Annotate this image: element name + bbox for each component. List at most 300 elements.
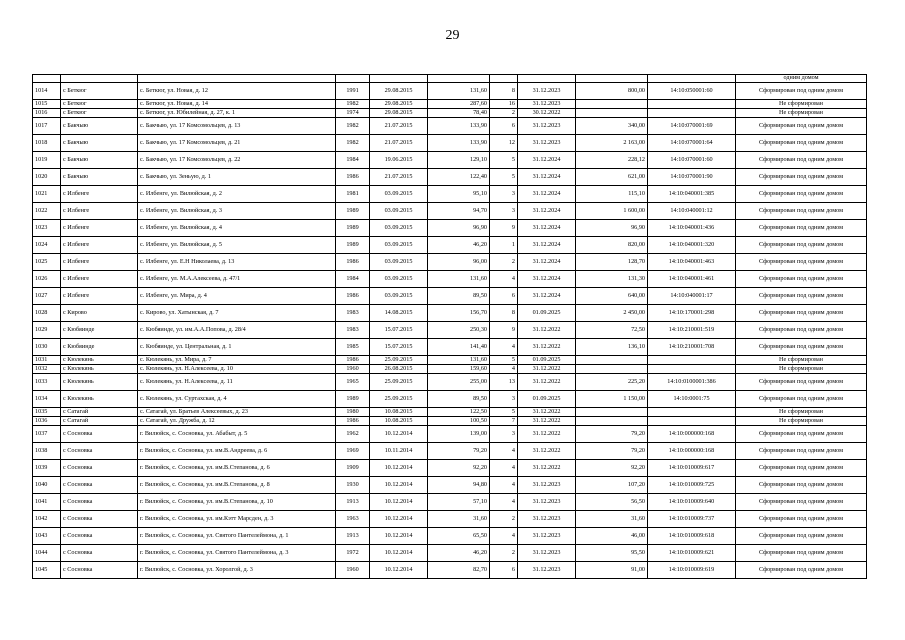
units-cell: 8 (490, 305, 518, 322)
date-cell: 10.12.2014 (370, 545, 428, 562)
table-row (33, 391, 867, 408)
status-cell: Сформирован под одним домом (736, 528, 867, 545)
cost-cell: 820,00 (576, 237, 648, 254)
units-cell: 8 (490, 83, 518, 100)
status-cell: Не сформирован (736, 408, 867, 417)
cadastral-cell: 14:10:070001:90 (648, 169, 736, 186)
table-row (33, 374, 867, 391)
date-cell: 25.09.2015 (370, 374, 428, 391)
units-cell: 3 (490, 391, 518, 408)
address-cell: г. Вилюйск, с. Сосновка, ул. им.В.Степанова, д. 10 (138, 494, 336, 511)
date-cell: 21.07.2015 (370, 118, 428, 135)
cadastral-cell: 14:10:210001:519 (648, 322, 736, 339)
status-cell: Сформирован под одним домом (736, 562, 867, 579)
area-cell: 92,20 (428, 460, 490, 477)
cadastral-cell: 14:10:040001:17 (648, 288, 736, 305)
cadastral-cell (648, 100, 736, 109)
address-cell: с. Илбенге, ул. М.А.Алексеева, д. 47/1 (138, 271, 336, 288)
row-number: 1045 (33, 562, 61, 579)
area-cell: 96,00 (428, 254, 490, 271)
address-cell: г. Вилюйск, с. Сосновка, ул. Хоролгой, д. 3 (138, 562, 336, 579)
cost-cell (576, 417, 648, 426)
settlement-cell: с Сосновка (61, 443, 138, 460)
deadline-cell: 31.12.2024 (518, 186, 576, 203)
cost-cell: 640,00 (576, 288, 648, 305)
cadastral-cell: 14:10:040001:320 (648, 237, 736, 254)
row-number: 1024 (33, 237, 61, 254)
status-cell: Сформирован под одним домом (736, 288, 867, 305)
units-cell: 6 (490, 118, 518, 135)
cadastral-cell: 14:10:040001:385 (648, 186, 736, 203)
deadline-cell: 31.12.2024 (518, 152, 576, 169)
year-cell: 1969 (336, 443, 370, 460)
units-cell: 3 (490, 186, 518, 203)
units-cell: 4 (490, 477, 518, 494)
address-cell: с. Бакчыю, ул. 17 Комсомольцев, д. 22 (138, 152, 336, 169)
table-row (33, 83, 867, 100)
cost-cell (576, 356, 648, 365)
address-cell: с. Кирово, ул. Хатынская, д. 7 (138, 305, 336, 322)
settlement-cell: с Сатагай (61, 408, 138, 417)
area-cell: 46,20 (428, 237, 490, 254)
year-cell: 1984 (336, 271, 370, 288)
cost-cell: 115,10 (576, 186, 648, 203)
area-cell: 57,10 (428, 494, 490, 511)
settlement-cell: с Илбенге (61, 237, 138, 254)
housing-register-table (32, 74, 867, 579)
cost-cell: 91,00 (576, 562, 648, 579)
table-row (33, 494, 867, 511)
date-cell: 10.12.2014 (370, 511, 428, 528)
row-number: 1032 (33, 365, 61, 374)
area-cell: 250,30 (428, 322, 490, 339)
row-number: 1036 (33, 417, 61, 426)
area-cell: 159,60 (428, 365, 490, 374)
settlement-cell: с Илбенге (61, 254, 138, 271)
status-cell: Сформирован под одним домом (736, 322, 867, 339)
row-number: 1042 (33, 511, 61, 528)
address-cell: г. Вилюйск, с. Сосновка, ул. Святого Пантелеймона, д. 3 (138, 545, 336, 562)
settlement-cell: с Бакчыю (61, 152, 138, 169)
year-cell: 1982 (336, 100, 370, 109)
settlement-cell: с Илбенге (61, 288, 138, 305)
row-number: 1029 (33, 322, 61, 339)
row-number: 1017 (33, 118, 61, 135)
units-cell: 2 (490, 254, 518, 271)
address-cell: с. Илбенге, ул. Е.Н Николаева, д. 13 (138, 254, 336, 271)
deadline-cell: 31.12.2022 (518, 322, 576, 339)
row-number: 1026 (33, 271, 61, 288)
year-cell: 1989 (336, 203, 370, 220)
table-row (33, 186, 867, 203)
cadastral-cell: 14:10:000000:168 (648, 443, 736, 460)
area-cell: 133,90 (428, 118, 490, 135)
cadastral-cell: 14:10:070001:69 (648, 118, 736, 135)
row-number: 1039 (33, 460, 61, 477)
table-row (33, 118, 867, 135)
year-cell: 1985 (336, 339, 370, 356)
year-cell: 1984 (336, 152, 370, 169)
settlement-cell: с Сосновка (61, 562, 138, 579)
deadline-cell: 01.09.2025 (518, 356, 576, 365)
year-cell: 1913 (336, 494, 370, 511)
settlement-cell: с Беткюг (61, 109, 138, 118)
address-cell: с. Бакчыю, ул. Зеньую, д. 1 (138, 169, 336, 186)
deadline-cell: 31.12.2023 (518, 545, 576, 562)
cadastral-cell: 14:10:070001:64 (648, 135, 736, 152)
year-cell: 1989 (336, 220, 370, 237)
deadline-cell: 31.12.2022 (518, 417, 576, 426)
year-cell: 1983 (336, 305, 370, 322)
settlement-cell: с Сосновка (61, 528, 138, 545)
table-row (33, 511, 867, 528)
row-number: 1030 (33, 339, 61, 356)
cost-cell: 72,50 (576, 322, 648, 339)
table-row (33, 545, 867, 562)
address-cell: с. Сатагай, ул. Дружба, д. 12 (138, 417, 336, 426)
address-cell: г. Вилюйск, с. Сосновка, ул. Абабыт, д. 5 (138, 426, 336, 443)
units-cell: 2 (490, 511, 518, 528)
area-cell: 133,90 (428, 135, 490, 152)
date-cell: 03.09.2015 (370, 203, 428, 220)
year-cell: 1960 (336, 562, 370, 579)
cadastral-cell: 14:10:010009:618 (648, 528, 736, 545)
address-cell: с. Кюлекянь, ул. Н.Алексеева, д. 10 (138, 365, 336, 374)
deadline-cell: 31.12.2023 (518, 528, 576, 545)
row-number: 1019 (33, 152, 61, 169)
date-cell: 10.12.2014 (370, 426, 428, 443)
table-row (33, 417, 867, 426)
year-cell: 1989 (336, 391, 370, 408)
cost-cell: 95,50 (576, 545, 648, 562)
table-row (33, 271, 867, 288)
area-cell: 131,60 (428, 356, 490, 365)
units-cell: 4 (490, 528, 518, 545)
status-cell: Сформирован под одним домом (736, 374, 867, 391)
cadastral-cell: 14:10:040001:463 (648, 254, 736, 271)
cadastral-cell: 14:10:210001:708 (648, 339, 736, 356)
deadline-cell: 31.12.2024 (518, 203, 576, 220)
date-cell: 03.09.2015 (370, 220, 428, 237)
date-cell: 10.12.2014 (370, 460, 428, 477)
year-cell: 1986 (336, 254, 370, 271)
address-cell: с. Илбенге, ул. Вилюйская, д. 5 (138, 237, 336, 254)
units-cell: 7 (490, 417, 518, 426)
settlement-cell: с Сосновка (61, 494, 138, 511)
year-cell: 1960 (336, 365, 370, 374)
date-cell: 10.12.2014 (370, 562, 428, 579)
date-cell: 03.09.2015 (370, 254, 428, 271)
cadastral-cell: 14:10:010009:621 (648, 545, 736, 562)
settlement-cell: с Кюлекянь (61, 356, 138, 365)
table-row (33, 152, 867, 169)
cadastral-cell: 14:10:0100001:386 (648, 374, 736, 391)
address-cell: с. Кюлекянь, ул. Н.Алексеева, д. 11 (138, 374, 336, 391)
cost-cell: 136,10 (576, 339, 648, 356)
year-cell: 1913 (336, 528, 370, 545)
units-cell: 1 (490, 237, 518, 254)
status-cell: Сформирован под одним домом (736, 305, 867, 322)
row-number: 1031 (33, 356, 61, 365)
area-cell: 95,10 (428, 186, 490, 203)
settlement-cell: с Кюлекянь (61, 391, 138, 408)
cadastral-cell (648, 365, 736, 374)
year-cell: 1963 (336, 511, 370, 528)
area-cell: 89,50 (428, 391, 490, 408)
address-cell: с. Сатагай, ул. Братьев Алексеевых, д. 23 (138, 408, 336, 417)
page-number: 29 (445, 28, 460, 43)
units-cell: 5 (490, 152, 518, 169)
year-cell: 1930 (336, 477, 370, 494)
address-cell: с. Илбенге, ул. Вилюйская, д. 2 (138, 186, 336, 203)
status-cell: Сформирован под одним домом (736, 460, 867, 477)
cost-cell: 128,70 (576, 254, 648, 271)
status-cell: Не сформирован (736, 109, 867, 118)
deadline-cell: 31.12.2024 (518, 220, 576, 237)
area-cell: 287,60 (428, 100, 490, 109)
area-cell: 96,90 (428, 220, 490, 237)
units-cell: 4 (490, 365, 518, 374)
status-cell: Не сформирован (736, 356, 867, 365)
table-row (33, 365, 867, 374)
settlement-cell: с Сатагай (61, 417, 138, 426)
deadline-cell: 01.09.2025 (518, 391, 576, 408)
status-cell: Сформирован под одним домом (736, 118, 867, 135)
deadline-cell: 31.12.2022 (518, 460, 576, 477)
status-cell: Сформирован под одним домом (736, 339, 867, 356)
area-cell: 141,40 (428, 339, 490, 356)
area-cell: 79,20 (428, 443, 490, 460)
cadastral-cell: 14:10:000000:168 (648, 426, 736, 443)
settlement-cell: с Сосновка (61, 460, 138, 477)
status-cell: Сформирован под одним домом (736, 545, 867, 562)
area-cell: 94,70 (428, 203, 490, 220)
address-cell: г. Вилюйск, с. Сосновка, ул. им.В.Андреева, д. 6 (138, 443, 336, 460)
year-cell: 1965 (336, 374, 370, 391)
units-cell: 2 (490, 545, 518, 562)
area-cell: 89,50 (428, 288, 490, 305)
table-row (33, 562, 867, 579)
cadastral-cell (648, 417, 736, 426)
date-cell: 29.08.2015 (370, 100, 428, 109)
year-cell: 1972 (336, 545, 370, 562)
table-row (33, 220, 867, 237)
deadline-cell: 31.12.2022 (518, 408, 576, 417)
year-cell: 1909 (336, 460, 370, 477)
status-cell: Сформирован под одним домом (736, 237, 867, 254)
cost-cell: 131,30 (576, 271, 648, 288)
status-cell: Сформирован под одним домом (736, 426, 867, 443)
settlement-cell: с Сосновка (61, 477, 138, 494)
deadline-cell: 31.12.2024 (518, 237, 576, 254)
settlement-cell: с Сосновка (61, 426, 138, 443)
date-cell: 03.09.2015 (370, 186, 428, 203)
deadline-cell: 30.12.2022 (518, 109, 576, 118)
continuation-status: одним домом (736, 75, 867, 83)
units-cell: 9 (490, 322, 518, 339)
deadline-cell: 31.12.2023 (518, 494, 576, 511)
cost-cell: 107,20 (576, 477, 648, 494)
address-cell: с. Беткюг, ул. Новая, д. 12 (138, 83, 336, 100)
cadastral-cell: 14:10:010009:617 (648, 460, 736, 477)
row-number: 1043 (33, 528, 61, 545)
area-cell: 78,40 (428, 109, 490, 118)
address-cell: с. Кюлекянь, ул. Мира, д. 7 (138, 356, 336, 365)
year-cell: 1982 (336, 118, 370, 135)
table-row (33, 339, 867, 356)
table-row (33, 169, 867, 186)
date-cell: 10.12.2014 (370, 477, 428, 494)
status-cell: Сформирован под одним домом (736, 511, 867, 528)
settlement-cell: с Сосновка (61, 545, 138, 562)
status-cell: Сформирован под одним домом (736, 152, 867, 169)
row-number: 1022 (33, 203, 61, 220)
cost-cell: 340,00 (576, 118, 648, 135)
cadastral-cell: 14:10:0001:75 (648, 391, 736, 408)
cost-cell: 800,00 (576, 83, 648, 100)
table-row (33, 135, 867, 152)
settlement-cell: с Кюбяинде (61, 322, 138, 339)
cost-cell: 1 600,00 (576, 203, 648, 220)
area-cell: 129,10 (428, 152, 490, 169)
status-cell: Сформирован под одним домом (736, 169, 867, 186)
row-number: 1016 (33, 109, 61, 118)
units-cell: 16 (490, 100, 518, 109)
deadline-cell: 31.12.2022 (518, 339, 576, 356)
cost-cell: 96,90 (576, 220, 648, 237)
date-cell: 15.07.2015 (370, 339, 428, 356)
deadline-cell: 01.09.2025 (518, 305, 576, 322)
table-row (33, 356, 867, 365)
table-row (33, 477, 867, 494)
address-cell: г. Вилюйск, с. Сосновка, ул. Святого Пантелеймона, д. 1 (138, 528, 336, 545)
cost-cell: 31,60 (576, 511, 648, 528)
deadline-cell: 31.12.2024 (518, 271, 576, 288)
deadline-cell: 31.12.2023 (518, 562, 576, 579)
units-cell: 5 (490, 169, 518, 186)
date-cell: 03.09.2015 (370, 271, 428, 288)
row-number: 1015 (33, 100, 61, 109)
cadastral-cell (648, 109, 736, 118)
table-row (33, 254, 867, 271)
row-number: 1023 (33, 220, 61, 237)
row-number: 1021 (33, 186, 61, 203)
cadastral-cell (648, 356, 736, 365)
status-cell: Сформирован под одним домом (736, 271, 867, 288)
table-row (33, 426, 867, 443)
units-cell: 5 (490, 356, 518, 365)
year-cell: 1986 (336, 169, 370, 186)
address-cell: г. Вилюйск, с. Сосновка, ул. им.В.Степанова, д. 6 (138, 460, 336, 477)
row-number: 1014 (33, 83, 61, 100)
row-number: 1018 (33, 135, 61, 152)
settlement-cell: с Бакчыю (61, 135, 138, 152)
address-cell: с. Бакчыю, ул. 17 Комсомольцев, д. 21 (138, 135, 336, 152)
row-number: 1027 (33, 288, 61, 305)
cost-cell: 79,20 (576, 426, 648, 443)
area-cell: 65,50 (428, 528, 490, 545)
settlement-cell: с Бакчыю (61, 118, 138, 135)
area-cell: 131,60 (428, 271, 490, 288)
units-cell: 6 (490, 562, 518, 579)
status-cell: Не сформирован (736, 100, 867, 109)
cadastral-cell: 14:10:010009:725 (648, 477, 736, 494)
settlement-cell: с Илбенге (61, 271, 138, 288)
status-cell: Сформирован под одним домом (736, 443, 867, 460)
date-cell: 14.08.2015 (370, 305, 428, 322)
row-number: 1033 (33, 374, 61, 391)
settlement-cell: с Беткюг (61, 83, 138, 100)
cadastral-cell: 14:10:040001:12 (648, 203, 736, 220)
date-cell: 26.08.2015 (370, 365, 428, 374)
table-row (33, 460, 867, 477)
date-cell: 29.08.2015 (370, 83, 428, 100)
settlement-cell: с Илбенге (61, 220, 138, 237)
year-cell: 1986 (336, 356, 370, 365)
row-number: 1025 (33, 254, 61, 271)
cost-cell: 228,12 (576, 152, 648, 169)
area-cell: 31,60 (428, 511, 490, 528)
status-cell: Сформирован под одним домом (736, 220, 867, 237)
area-cell: 255,00 (428, 374, 490, 391)
area-cell: 100,50 (428, 417, 490, 426)
date-cell: 29.08.2015 (370, 109, 428, 118)
table-row (33, 288, 867, 305)
deadline-cell: 31.12.2023 (518, 100, 576, 109)
deadline-cell: 31.12.2023 (518, 118, 576, 135)
area-cell: 46,20 (428, 545, 490, 562)
units-cell: 2 (490, 109, 518, 118)
address-cell: г. Вилюйск, с. Сосновка, ул. им.В.Степанова, д. 8 (138, 477, 336, 494)
address-cell: с. Беткюг, ул. Новая, д. 14 (138, 100, 336, 109)
address-cell: с. Бакчыю, ул. 17 Комсомольцев, д. 13 (138, 118, 336, 135)
table-row (33, 443, 867, 460)
deadline-cell: 31.12.2022 (518, 426, 576, 443)
deadline-cell: 31.12.2023 (518, 511, 576, 528)
deadline-cell: 31.12.2024 (518, 288, 576, 305)
date-cell: 10.08.2015 (370, 417, 428, 426)
address-cell: с. Кюбяинде, ул. им.А.А.Попова, д. 28/4 (138, 322, 336, 339)
cost-cell: 621,00 (576, 169, 648, 186)
settlement-cell: с Бакчыю (61, 169, 138, 186)
settlement-cell: с Илбенге (61, 186, 138, 203)
status-cell: Сформирован под одним домом (736, 254, 867, 271)
units-cell: 3 (490, 426, 518, 443)
cadastral-cell: 14:10:050001:60 (648, 83, 736, 100)
row-number: 1044 (33, 545, 61, 562)
status-cell: Сформирован под одним домом (736, 477, 867, 494)
year-cell: 1986 (336, 288, 370, 305)
table-row (33, 305, 867, 322)
cost-cell (576, 109, 648, 118)
cadastral-cell: 14:10:070001:60 (648, 152, 736, 169)
cadastral-cell: 14:10:040001:436 (648, 220, 736, 237)
deadline-cell: 31.12.2023 (518, 83, 576, 100)
address-cell: с. Кюбяинде, ул. Центральная, д. 1 (138, 339, 336, 356)
area-cell: 156,70 (428, 305, 490, 322)
year-cell: 1991 (336, 83, 370, 100)
cost-cell: 225,20 (576, 374, 648, 391)
year-cell: 1962 (336, 426, 370, 443)
table-row (33, 109, 867, 118)
date-cell: 10.12.2014 (370, 494, 428, 511)
units-cell: 3 (490, 203, 518, 220)
cadastral-cell: 14:10:170001:298 (648, 305, 736, 322)
year-cell: 1980 (336, 408, 370, 417)
year-cell: 1982 (336, 135, 370, 152)
table-continuation-row (33, 75, 867, 83)
cost-cell (576, 365, 648, 374)
